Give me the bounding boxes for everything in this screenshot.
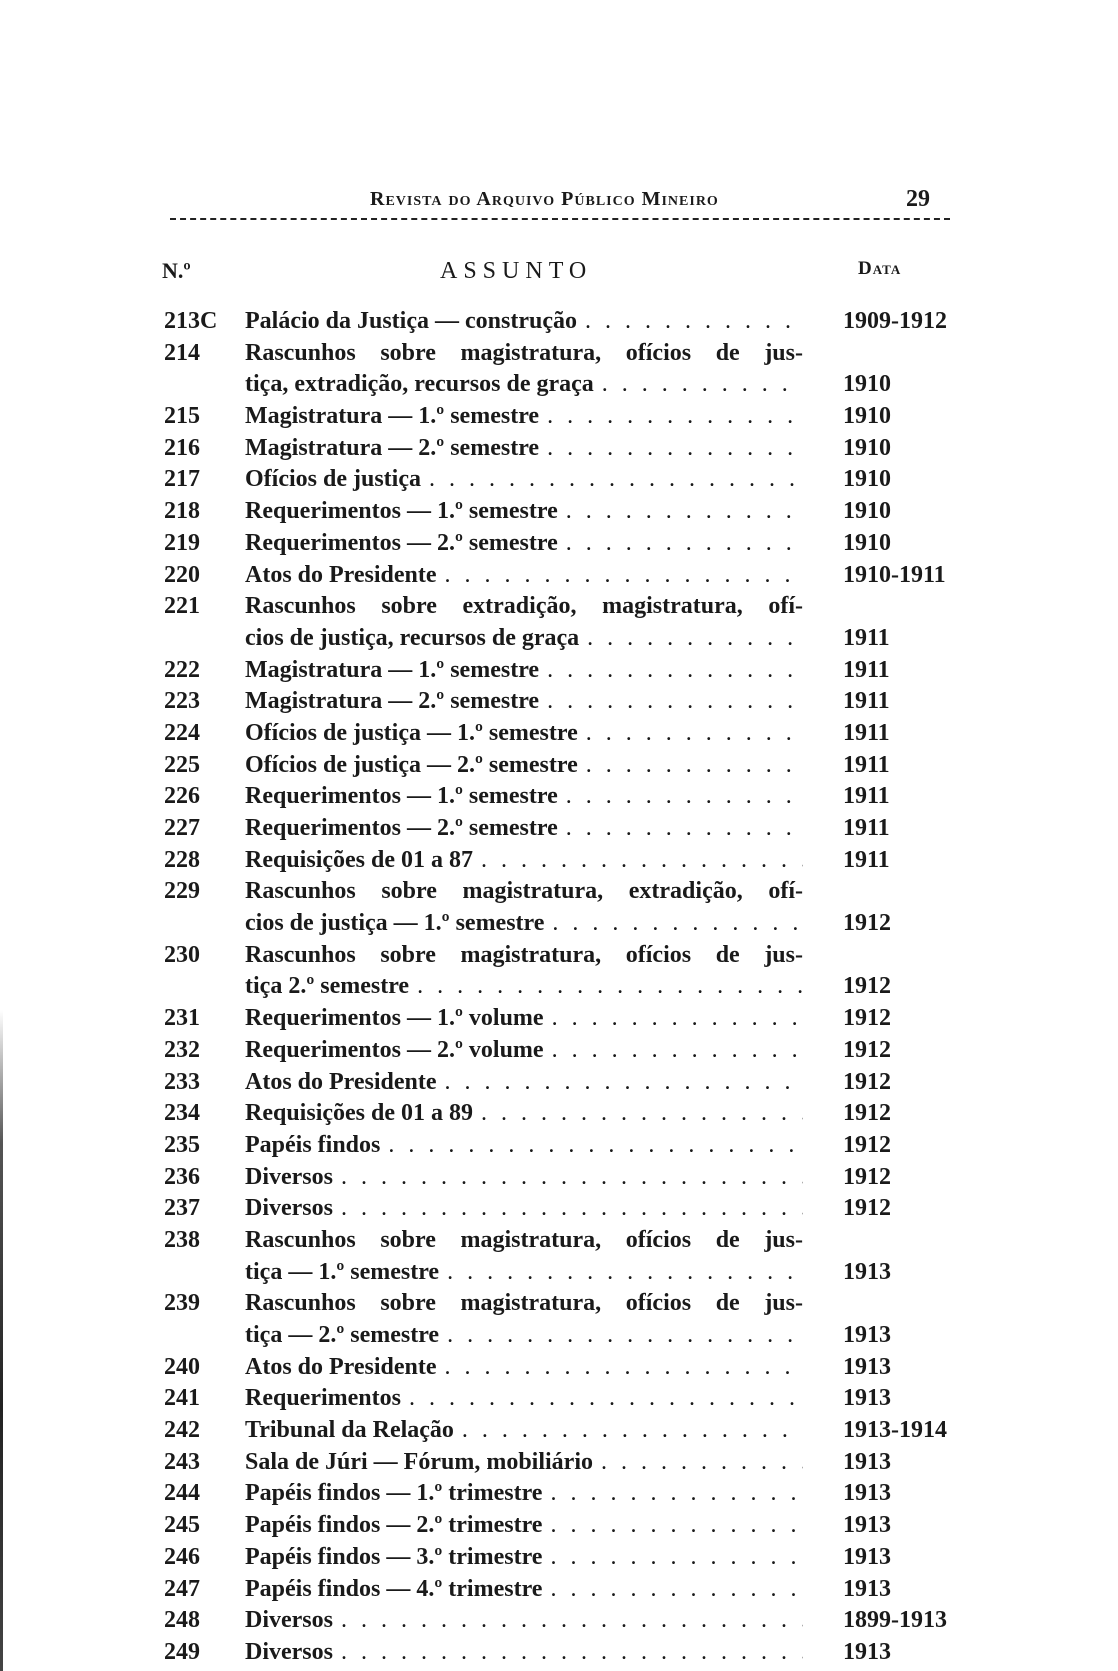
table-row bbox=[0, 686, 1118, 718]
entry-date: 1911 bbox=[843, 656, 890, 683]
entry-number: 245 bbox=[164, 1512, 200, 1539]
entry-subject bbox=[245, 1162, 803, 1194]
dot-leader bbox=[473, 845, 803, 877]
entry-subject bbox=[245, 813, 803, 845]
dot-leader bbox=[579, 623, 803, 655]
entry-date: 1913 bbox=[843, 1638, 891, 1665]
entry-date: 1913-1914 bbox=[843, 1417, 947, 1444]
dot-leader bbox=[544, 908, 803, 940]
entry-date: 1910 bbox=[843, 403, 891, 430]
entry-number: 227 bbox=[164, 815, 200, 841]
entry-date: 1910 bbox=[843, 434, 891, 461]
dot-leader bbox=[594, 369, 803, 401]
entry-number: 224 bbox=[164, 719, 200, 746]
subject-line: tiça — 1.º semestre bbox=[245, 1258, 440, 1285]
entry-subject bbox=[245, 845, 803, 877]
entry-subject bbox=[245, 496, 803, 528]
entry-subject bbox=[245, 1225, 803, 1288]
table-row bbox=[0, 464, 1118, 496]
entry-subject bbox=[245, 686, 803, 718]
subject-line: Palácio da Justiça — construção bbox=[245, 308, 577, 334]
table-row bbox=[0, 496, 1118, 528]
page-header bbox=[170, 182, 950, 220]
entry-number: 237 bbox=[164, 1195, 200, 1222]
entry-subject bbox=[245, 1542, 803, 1574]
entry-number: 215 bbox=[164, 403, 200, 430]
entry-date: 1910 bbox=[843, 529, 891, 556]
subject-line: Requerimentos bbox=[245, 1385, 401, 1412]
table-row bbox=[0, 1288, 1118, 1351]
dot-leader bbox=[473, 1098, 803, 1130]
entry-date: 1912 bbox=[843, 1195, 891, 1222]
entry-number: 238 bbox=[164, 1226, 200, 1253]
entry-subject bbox=[245, 750, 803, 782]
entry-subject bbox=[245, 1067, 803, 1099]
subject-line: Diversos bbox=[245, 1607, 333, 1634]
entry-date: 1911 bbox=[843, 783, 890, 810]
dot-leader bbox=[539, 686, 803, 718]
table-row bbox=[0, 1098, 1118, 1130]
table-row bbox=[0, 528, 1118, 560]
table-row bbox=[0, 338, 1118, 401]
dot-leader bbox=[544, 1003, 803, 1035]
subject-line: Diversos bbox=[245, 1163, 333, 1190]
entry-number: 223 bbox=[164, 688, 200, 715]
entry-date: 1909-1912 bbox=[843, 308, 947, 334]
table-row bbox=[0, 401, 1118, 433]
entry-number: 216 bbox=[164, 434, 200, 461]
entry-number: 233 bbox=[164, 1068, 200, 1095]
subject-line: Atos do Presidente bbox=[245, 1068, 437, 1095]
entry-subject bbox=[245, 1130, 803, 1162]
table-row bbox=[0, 1605, 1118, 1637]
dot-leader bbox=[401, 1383, 803, 1415]
subject-line: tiça — 2.º semestre bbox=[245, 1322, 440, 1348]
subject-line: Requerimentos — 2.º semestre bbox=[245, 815, 558, 841]
entry-subject bbox=[245, 1098, 803, 1130]
entry-subject bbox=[245, 781, 803, 813]
entry-date: 1913 bbox=[843, 1385, 891, 1412]
subject-line: Papéis findos — 2.º trimestre bbox=[245, 1512, 543, 1539]
subject-line: Atos do Presidente bbox=[245, 561, 437, 588]
entry-number: 228 bbox=[164, 846, 200, 873]
table-row bbox=[0, 1352, 1118, 1384]
entry-subject bbox=[245, 1193, 803, 1225]
subject-line: cios de justiça — 1.º semestre bbox=[245, 910, 545, 937]
subject-line: Rascunhos sobre magistratura, ofícios de jus- bbox=[245, 941, 803, 968]
subject-line: Magistratura — 1.º semestre bbox=[245, 403, 540, 430]
dot-leader bbox=[380, 1130, 803, 1162]
table-row bbox=[0, 813, 1118, 845]
entry-subject bbox=[245, 1510, 803, 1542]
entry-number: 248 bbox=[164, 1607, 200, 1634]
subject-line: Magistratura — 2.º semestre bbox=[245, 688, 540, 715]
dot-leader bbox=[439, 1257, 803, 1289]
dot-leader bbox=[437, 560, 803, 592]
entry-number: 225 bbox=[164, 751, 200, 778]
entry-subject bbox=[245, 1383, 803, 1415]
journal-title: Revista do Arquivo Público Mineiro bbox=[370, 188, 719, 210]
table-row bbox=[0, 781, 1118, 813]
table-row bbox=[0, 1447, 1118, 1479]
entry-subject bbox=[245, 1352, 803, 1384]
subject-line: Requerimentos — 1.º semestre bbox=[245, 783, 558, 810]
entry-subject bbox=[245, 1447, 803, 1479]
dot-leader bbox=[542, 1574, 803, 1606]
entry-number: 218 bbox=[164, 498, 200, 525]
subject-line: Requisições de 01 a 87 bbox=[245, 846, 473, 873]
entry-date: 1912 bbox=[843, 1163, 891, 1190]
dot-leader bbox=[333, 1637, 803, 1669]
entry-number: 234 bbox=[164, 1100, 200, 1127]
subject-line: Rascunhos sobre extradição, magistratura, ofí- bbox=[245, 593, 803, 620]
dot-leader bbox=[333, 1193, 803, 1225]
entry-subject bbox=[245, 1478, 803, 1510]
dot-leader bbox=[558, 781, 803, 813]
entry-number: 239 bbox=[164, 1290, 200, 1317]
subject-line: Rascunhos sobre magistratura, extradição, ofí- bbox=[245, 878, 803, 905]
entry-number: 247 bbox=[164, 1575, 200, 1602]
entry-date: 1913 bbox=[843, 1575, 891, 1602]
dot-leader bbox=[539, 655, 803, 687]
catalog-table bbox=[0, 306, 1118, 1669]
subject-line: Ofícios de justiça — 2.º semestre bbox=[245, 751, 578, 778]
entry-subject bbox=[245, 718, 803, 750]
entry-number: 232 bbox=[164, 1036, 200, 1063]
page-number: 29 bbox=[906, 186, 930, 212]
entry-subject bbox=[245, 1605, 803, 1637]
entry-date: 1910 bbox=[843, 498, 891, 525]
entry-number: 236 bbox=[164, 1163, 200, 1190]
entry-subject bbox=[245, 528, 803, 560]
entry-number: 242 bbox=[164, 1417, 200, 1444]
dot-leader bbox=[577, 306, 803, 338]
entry-subject bbox=[245, 306, 803, 338]
entry-date: 1899-1913 bbox=[843, 1607, 947, 1634]
date-column-header: Data bbox=[858, 258, 902, 279]
entry-subject bbox=[245, 1574, 803, 1606]
subject-line: Rascunhos sobre magistratura, ofícios de jus- bbox=[245, 1226, 803, 1253]
table-row bbox=[0, 876, 1118, 939]
table-row bbox=[0, 1478, 1118, 1510]
dot-leader bbox=[593, 1447, 803, 1479]
subject-line: Diversos bbox=[245, 1638, 333, 1665]
entry-number: 219 bbox=[164, 529, 200, 556]
table-row bbox=[0, 1162, 1118, 1194]
subject-line: Requerimentos — 2.º semestre bbox=[245, 529, 558, 556]
subject-column-header: ASSUNTO bbox=[440, 258, 593, 284]
entry-number: 217 bbox=[164, 466, 200, 493]
entry-number: 213C bbox=[164, 308, 218, 334]
entry-subject bbox=[245, 464, 803, 496]
entry-number: 226 bbox=[164, 783, 200, 810]
subject-line: Requisições de 01 a 89 bbox=[245, 1100, 473, 1127]
subject-line: Tribunal da Relação bbox=[245, 1417, 454, 1444]
dot-leader bbox=[558, 813, 803, 845]
entry-number: 235 bbox=[164, 1131, 200, 1158]
column-headers bbox=[0, 258, 1118, 288]
dot-leader bbox=[333, 1162, 803, 1194]
entry-number: 246 bbox=[164, 1543, 200, 1570]
entry-subject bbox=[245, 591, 803, 654]
table-row bbox=[0, 1035, 1118, 1067]
entry-subject bbox=[245, 1288, 803, 1351]
dot-leader bbox=[558, 496, 803, 528]
table-row bbox=[0, 1383, 1118, 1415]
dot-leader bbox=[454, 1415, 803, 1447]
subject-line: cios de justiça, recursos de graça bbox=[245, 624, 580, 651]
entry-number: 244 bbox=[164, 1480, 200, 1507]
entry-date: 1912 bbox=[843, 1131, 891, 1158]
dot-leader bbox=[437, 1067, 803, 1099]
entry-date: 1911 bbox=[843, 846, 890, 873]
subject-line: Papéis findos — 3.º trimestre bbox=[245, 1543, 543, 1570]
entry-date: 1912 bbox=[843, 1005, 891, 1032]
entry-date: 1913 bbox=[843, 1512, 891, 1539]
table-row bbox=[0, 1510, 1118, 1542]
table-row bbox=[0, 940, 1118, 1003]
entry-number: 214 bbox=[164, 339, 200, 366]
entry-date: 1911 bbox=[843, 688, 890, 715]
entry-subject bbox=[245, 560, 803, 592]
entry-number: 243 bbox=[164, 1448, 200, 1475]
entry-number: 249 bbox=[164, 1638, 200, 1665]
subject-line: Papéis findos — 4.º trimestre bbox=[245, 1575, 543, 1602]
dot-leader bbox=[437, 1352, 803, 1384]
table-row bbox=[0, 1574, 1118, 1606]
table-row bbox=[0, 845, 1118, 877]
entry-subject bbox=[245, 433, 803, 465]
subject-line: Magistratura — 1.º semestre bbox=[245, 656, 540, 683]
dot-leader bbox=[544, 1035, 803, 1067]
entry-date: 1913 bbox=[843, 1480, 891, 1507]
subject-line: Sala de Júri — Fórum, mobiliário bbox=[245, 1448, 593, 1475]
table-row bbox=[0, 1637, 1118, 1669]
entry-number: 230 bbox=[164, 941, 200, 968]
entry-date: 1913 bbox=[843, 1322, 891, 1348]
table-row bbox=[0, 306, 1118, 338]
dot-leader bbox=[539, 401, 803, 433]
dot-leader bbox=[578, 718, 803, 750]
entry-subject bbox=[245, 401, 803, 433]
subject-line: Rascunhos sobre magistratura, ofícios de jus- bbox=[245, 1290, 803, 1317]
entry-number: 229 bbox=[164, 878, 200, 905]
dot-leader bbox=[542, 1510, 803, 1542]
dot-leader bbox=[542, 1542, 803, 1574]
entry-date: 1911 bbox=[843, 624, 890, 651]
entry-date: 1912 bbox=[843, 1036, 891, 1063]
subject-line: Requerimentos — 2.º volume bbox=[245, 1036, 544, 1063]
table-row bbox=[0, 1067, 1118, 1099]
entry-date: 1910 bbox=[843, 371, 891, 398]
entry-date: 1913 bbox=[843, 1353, 891, 1380]
table-row bbox=[0, 1225, 1118, 1288]
entry-subject bbox=[245, 338, 803, 401]
entry-date: 1912 bbox=[843, 1068, 891, 1095]
entry-date: 1912 bbox=[843, 910, 891, 937]
entry-number: 240 bbox=[164, 1353, 200, 1380]
subject-line: Atos do Presidente bbox=[245, 1353, 437, 1380]
table-row bbox=[0, 718, 1118, 750]
entry-subject bbox=[245, 655, 803, 687]
subject-line: Requerimentos — 1.º semestre bbox=[245, 498, 558, 525]
entry-subject bbox=[245, 1003, 803, 1035]
table-row bbox=[0, 1193, 1118, 1225]
table-row bbox=[0, 1003, 1118, 1035]
entry-date: 1913 bbox=[843, 1258, 891, 1285]
table-row bbox=[0, 1415, 1118, 1447]
dot-leader bbox=[333, 1605, 803, 1637]
table-row bbox=[0, 655, 1118, 687]
entry-subject bbox=[245, 1637, 803, 1669]
subject-line: Magistratura — 2.º semestre bbox=[245, 434, 540, 461]
entry-number: 220 bbox=[164, 561, 200, 588]
subject-line: Ofícios de justiça — 1.º semestre bbox=[245, 719, 578, 746]
entry-subject bbox=[245, 1035, 803, 1067]
entry-date: 1910-1911 bbox=[843, 561, 946, 588]
subject-line: tiça, extradição, recursos de graça bbox=[245, 371, 594, 398]
dot-leader bbox=[439, 1320, 803, 1352]
dot-leader bbox=[539, 433, 803, 465]
entry-date: 1912 bbox=[843, 973, 891, 1000]
entry-subject bbox=[245, 876, 803, 939]
table-row bbox=[0, 560, 1118, 592]
dot-leader bbox=[409, 971, 803, 1003]
table-row bbox=[0, 433, 1118, 465]
table-row bbox=[0, 750, 1118, 782]
entry-date: 1911 bbox=[843, 751, 890, 778]
dot-leader bbox=[421, 464, 803, 496]
entry-date: 1913 bbox=[843, 1543, 891, 1570]
table-row bbox=[0, 1542, 1118, 1574]
entry-date: 1911 bbox=[843, 719, 890, 746]
entry-number: 222 bbox=[164, 656, 200, 683]
entry-date: 1912 bbox=[843, 1100, 891, 1127]
entry-subject bbox=[245, 1415, 803, 1447]
entry-date: 1911 bbox=[843, 815, 890, 841]
subject-line: Papéis findos — 1.º trimestre bbox=[245, 1480, 543, 1507]
entry-date: 1913 bbox=[843, 1448, 891, 1475]
subject-line: tiça 2.º semestre bbox=[245, 973, 410, 1000]
subject-line: Requerimentos — 1.º volume bbox=[245, 1005, 544, 1032]
entry-number: 221 bbox=[164, 593, 200, 620]
dot-leader bbox=[558, 528, 803, 560]
subject-line: Rascunhos sobre magistratura, ofícios de jus- bbox=[245, 339, 803, 366]
table-row bbox=[0, 591, 1118, 654]
table-row bbox=[0, 1130, 1118, 1162]
entry-number: 241 bbox=[164, 1385, 200, 1412]
subject-line: Papéis findos bbox=[245, 1131, 381, 1158]
dot-leader bbox=[578, 750, 803, 782]
entry-subject bbox=[245, 940, 803, 1003]
number-column-header: N.º bbox=[162, 258, 191, 283]
subject-line: Ofícios de justiça bbox=[245, 466, 421, 493]
entry-number: 231 bbox=[164, 1005, 200, 1032]
dot-leader bbox=[542, 1478, 803, 1510]
entry-date: 1910 bbox=[843, 466, 891, 493]
subject-line: Diversos bbox=[245, 1195, 333, 1222]
